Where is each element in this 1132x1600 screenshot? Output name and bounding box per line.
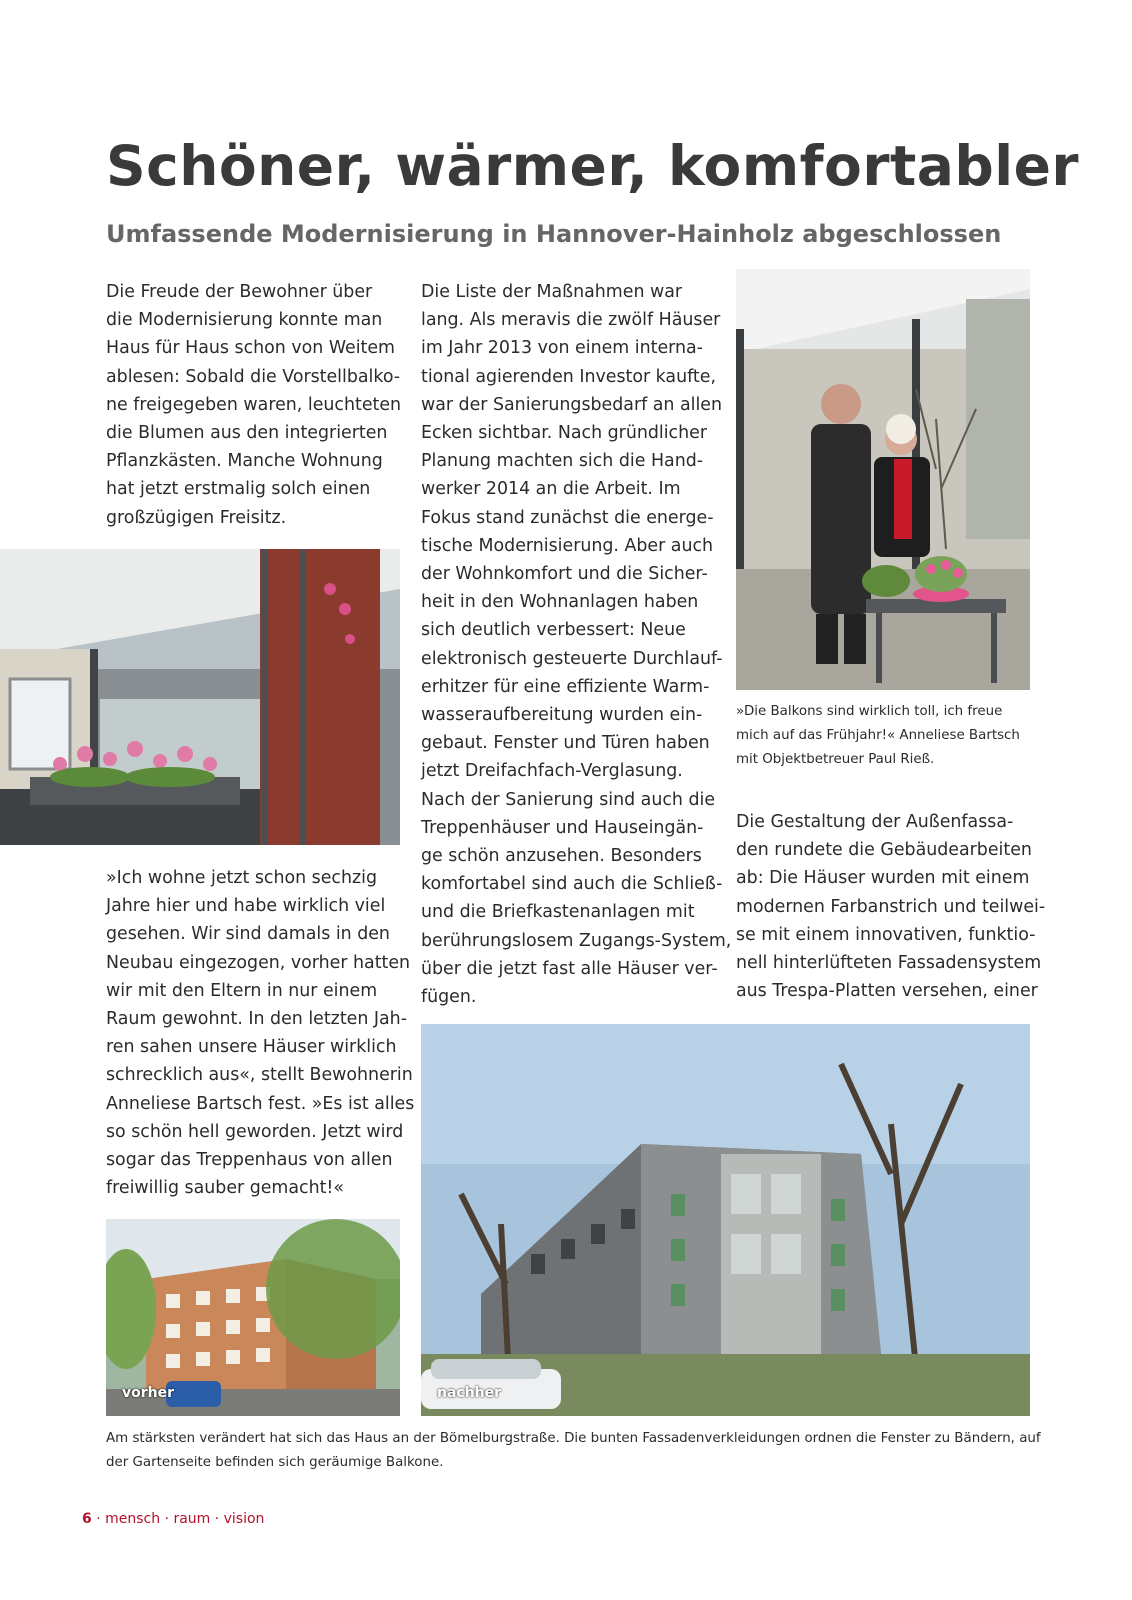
text-line: komfortabel sind auch die Schließ- (421, 874, 723, 895)
page-number: 6 (82, 1511, 92, 1527)
text-line: Die Gestaltung der Außenfassa- (736, 812, 1014, 832)
after-label: nachher (437, 1385, 502, 1401)
text-line: mich auf das Frühjahr!« Anneliese Bartsch (736, 728, 1020, 743)
text-line: Neubau eingezogen, vorher hatten (106, 952, 411, 973)
text-line: über die jetzt fast alle Häuser ver- (421, 958, 718, 979)
text-line: mit Objektbetreuer Paul Rieß. (736, 752, 935, 767)
page-footer (82, 1511, 264, 1527)
text-line: berührungslosem Zugangs-System, (421, 930, 732, 951)
before-label: vorher (122, 1385, 175, 1401)
text-line: ab: Die Häuser wurden mit einem (736, 868, 1030, 889)
bottom-caption (106, 1427, 1041, 1475)
text-line: der Wohnkomfort und die Sicher- (421, 564, 708, 585)
residents-portrait-photo (736, 269, 1030, 690)
publication-name: · mensch · raum · vision (91, 1511, 265, 1527)
text-line: die Blumen aus den integrierten (106, 423, 388, 444)
text-line: nell hinterlüfteten Fassadensystem (736, 953, 1042, 974)
text-line: tional agierenden Investor kaufte, (421, 366, 716, 387)
intro-text (106, 278, 402, 532)
text-line: Ecken sichtbar. Nach gründlicher (421, 423, 707, 444)
text-line: ge schön anzusehen. Besonders (421, 846, 702, 867)
text-line: Raum gewohnt. In den letzten Jah- (106, 1009, 407, 1030)
text-line: den rundete die Gebäudearbeiten (736, 840, 1032, 861)
text-line: im Jahr 2013 von einem interna- (421, 338, 703, 359)
text-line: »Ich wohne jetzt schon sechzig (106, 868, 378, 888)
text-line: ablesen: Sobald die Vorstellbalko- (106, 366, 401, 387)
text-line: der Gartenseite befinden sich geräumige Balkone. (106, 1455, 444, 1470)
text-line: Die Liste der Maßnahmen war (421, 282, 683, 302)
text-line: elektronisch gesteuerte Durchlauf- (421, 648, 723, 669)
text-line: jetzt Dreifachfach-Verglasung. (421, 761, 683, 782)
text-line: wir mit den Eltern in nur einem (106, 980, 378, 1001)
text-line: Jahre hier und habe wirklich viel (106, 896, 386, 917)
resident-quote (106, 864, 415, 1202)
text-line: großzügigen Freisitz. (106, 507, 287, 528)
text-line: Fokus stand zunächst die energe- (421, 507, 714, 528)
text-line: ne freigegeben waren, leuchteten (106, 394, 402, 415)
text-line: modernen Farbanstrich und teilwei- (736, 896, 1046, 917)
balcony-flowers-photo (0, 549, 400, 845)
text-line: ren sahen unsere Häuser wirklich (106, 1037, 397, 1058)
text-line: Planung machten sich die Hand- (421, 451, 704, 472)
text-line: Treppenhäuser und Hauseingän- (421, 817, 704, 838)
text-line: Haus für Haus schon von Weitem (106, 338, 395, 359)
text-line: gebaut. Fenster und Türen haben (421, 733, 710, 754)
text-line: die Modernisierung konnte man (106, 310, 383, 331)
page-subtitle: Umfassende Modernisierung in Hannover-Hainholz abgeschlossen (106, 220, 1002, 248)
text-line: erhitzer für eine effiziente Warm- (421, 676, 710, 697)
text-line: sich deutlich verbessert: Neue (421, 620, 686, 641)
text-line: se mit einem innovativen, funktio- (736, 924, 1036, 945)
page-title: Schöner, wärmer, komfortabler (106, 134, 1080, 198)
text-line: heit in den Wohnanlagen haben (421, 592, 699, 613)
text-line: Nach der Sanierung sind auch die (421, 789, 716, 810)
main-article-text (421, 278, 732, 1011)
text-line: werker 2014 an die Arbeit. Im (421, 479, 681, 500)
text-line: wasseraufbereitung wurden ein- (421, 705, 703, 726)
text-line: Anneliese Bartsch fest. »Es ist alles (106, 1093, 415, 1114)
portrait-caption (736, 700, 1036, 772)
text-line: fügen. (421, 987, 477, 1008)
facade-text (736, 808, 1046, 1005)
text-line: war der Sanierungsbedarf an allen (421, 394, 722, 415)
text-line: sogar das Treppenhaus von allen (106, 1150, 393, 1171)
text-line: Pflanzkästen. Manche Wohnung (106, 451, 383, 472)
text-line: lang. Als meravis die zwölf Häuser (421, 310, 721, 331)
text-line: so schön hell geworden. Jetzt wird (106, 1121, 404, 1142)
after-building-photo (421, 1024, 1030, 1416)
text-line: gesehen. Wir sind damals in den (106, 924, 390, 945)
text-line: Am stärksten verändert hat sich das Haus an der Bömelburgstraße. Die bunten Fassadenverkleidungen ordnen die Fenster zu Bändern, auf (106, 1431, 1041, 1446)
text-line: hat jetzt erstmalig solch einen (106, 479, 371, 500)
text-line: aus Trespa-Platten versehen, einer (736, 981, 1038, 1002)
text-line: und die Briefkastenanlagen mit (421, 902, 695, 923)
text-line: tische Modernisierung. Aber auch (421, 535, 714, 556)
text-line: freiwillig sauber gemacht!« (106, 1178, 345, 1199)
text-line: schrecklich aus«, stellt Bewohnerin (106, 1065, 413, 1086)
text-line: »Die Balkons sind wirklich toll, ich freue (736, 704, 1003, 719)
text-line: Die Freude der Bewohner über (106, 282, 373, 302)
